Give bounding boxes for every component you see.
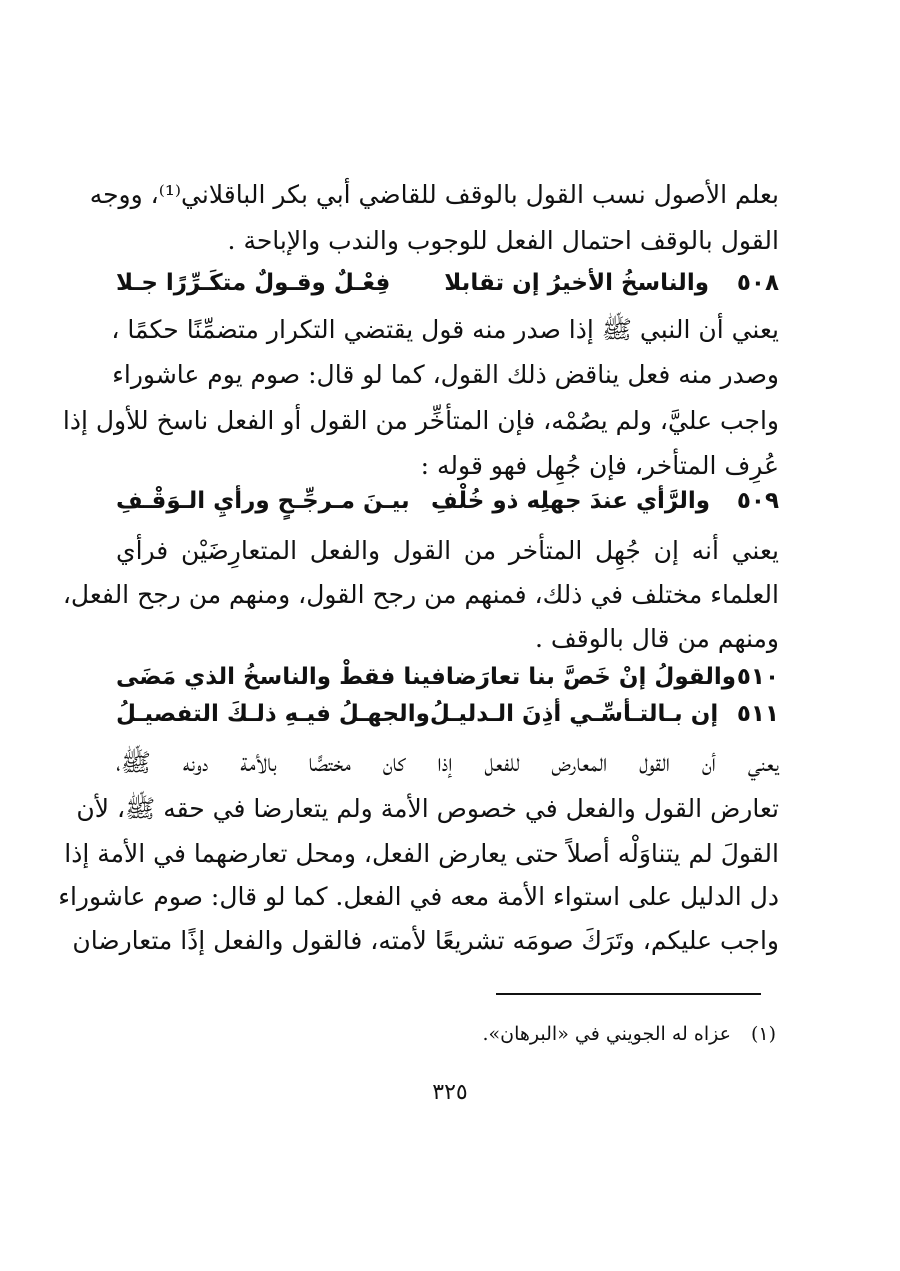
verse-second-hemistich: فينا فقطْ والناسخُ الذي مَضَى — [116, 664, 446, 690]
body-line: واجب عليَّ، ولم يصُمْه، فإن المتأخِّر من القول أو الفعل ناسخ للأول إذا — [62, 406, 779, 435]
body-line: القول بالوقف احتمال الفعل للوجوب والندب والإباحة . — [227, 226, 779, 255]
body-line: بعلم الأصول نسب القول بالوقف للقاضي أبي بكر الباقلاني⁽¹⁾، ووجه — [89, 180, 779, 209]
verse-510 — [116, 660, 779, 694]
body-line: عُرِف المتأخر، فإن جُهِل فهو قوله : — [420, 451, 779, 480]
verse-number: ٥٠٩ — [736, 488, 779, 514]
verse-number: ٥١٠ — [736, 664, 779, 690]
verse-first-hemistich: والرَّأي عندَ جهلِه ذو خُلْفِ — [431, 488, 711, 514]
verse-number: ٥١١ — [736, 701, 779, 727]
body-line: دل الدليل على استواء الأمة معه في الفعل. كما لو قال: صوم عاشوراء — [58, 882, 779, 911]
body-line: ومنهم من قال بالوقف . — [535, 624, 779, 653]
verse-second-hemistich: والجهـلُ فيـهِ ذلـكَ التفصيـلُ — [116, 701, 430, 727]
verse-first-hemistich: إن بـالتـأسِّـي أذِنَ الـدليـلُ — [429, 701, 719, 727]
body-line: تعارض القول والفعل في خصوص الأمة ولم يتعارضا في حقه ﷺ، لأن — [76, 794, 779, 823]
page-number: ٣٢٥ — [432, 1080, 468, 1105]
body-line: وصدر منه فعل يناقض ذلك القول، كما لو قال: صوم يوم عاشوراء — [112, 360, 779, 389]
body-line: يعني أن القول المعارض للفعل إذا كان مختصًّا بالأمة دونه ﷺ، — [116, 748, 779, 777]
body-line: يعني أن النبي ﷺ إذا صدر منه قول يقتضي التكرار متضمِّنًا حكمًا ، — [111, 315, 779, 344]
verse-first-hemistich: والقولُ إنْ خَصَّ بنا تعارَضا — [445, 664, 737, 690]
verse-509 — [116, 484, 779, 518]
body-line: واجب عليكم، وتَرَكَ صومَه تشريعًا لأمته، فالقول والفعل إذًا متعارضان — [72, 926, 779, 955]
verse-first-hemistich: والناسخُ الأخيرُ إن تقابلا — [444, 270, 709, 296]
footnote-text: عزاه له الجويني في «البرهان». — [482, 1023, 731, 1045]
body-line: القولَ لم يتناوَلْه أصلاً حتى يعارض الفعل، ومحل تعارضهما في الأمة إذا — [64, 839, 779, 868]
verse-second-hemistich: فِعْـلٌ وقـولٌ متكَـرِّرًا جـلا — [116, 270, 391, 296]
verse-511 — [116, 697, 779, 731]
footnote-number: (١) — [750, 1023, 776, 1045]
verse-second-hemistich: بيـنَ مـرجِّـحٍ ورأيِ الـوَقْـفِ — [116, 488, 410, 514]
body-line: يعني أنه إن جُهِل المتأخر من القول والفعل المتعارِضَيْن فرأي — [116, 536, 779, 565]
footnote — [482, 1020, 776, 1048]
footnote-separator — [496, 993, 761, 995]
verse-number: ٥٠٨ — [736, 270, 779, 296]
verse-508 — [116, 266, 779, 300]
body-line: العلماء مختلف في ذلك، فمنهم من رجح القول، ومنهم من رجح الفعل، — [62, 580, 779, 609]
